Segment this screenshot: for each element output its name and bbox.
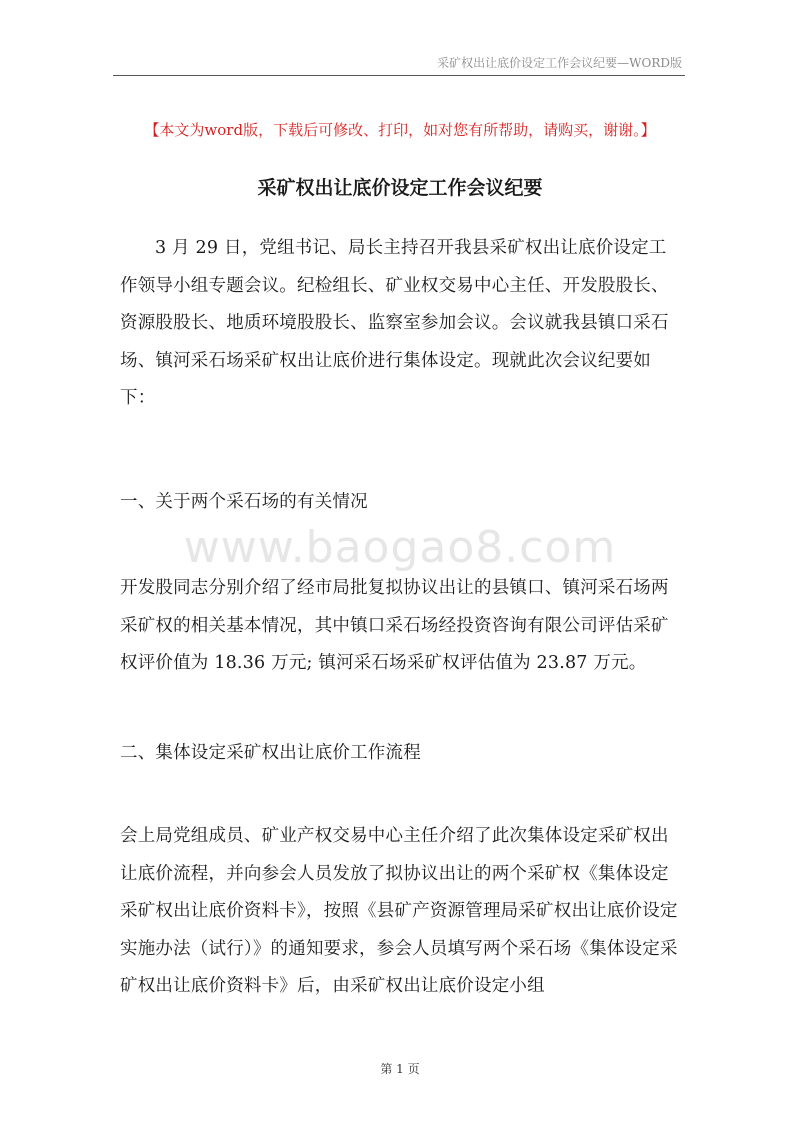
download-notice: 【本文为word版，下载后可修改、打印，如对您有所帮助，请购买，谢谢。】 xyxy=(144,121,656,139)
section-body-1: 开发股同志分别介绍了经市局批复拟协议出让的县镇口、镇河采石场两采矿权的相关基本情况，其中镇口采石场经投资咨询有限公司评估采矿权评价值为 18.36 万元; 镇河采石场采矿权评估值为 23.87 万元。 xyxy=(120,578,669,673)
section-body-2: 会上局党组成员、矿业产权交易中心主任介绍了此次集体设定采矿权出让底价流程，并向参会人员发放了拟协议出让的两个采矿权《集体设定采矿权出让底价资料卡》，按照《县矿产资源管理局采矿权出让底价设定实施办法（试行）》的通知要求，参会人员填写两个采石场《集体设定采矿权出让底价资料卡》后，由采矿权出让底价设定小组 xyxy=(120,826,678,996)
document-title: 采矿权出让底价设定工作会议纪要 xyxy=(257,177,543,199)
running-header: 采矿权出让底价设定工作会议纪要—WORD版 xyxy=(437,56,682,70)
section-heading-2: 二、集体设定采矿权出让底价工作流程 xyxy=(120,743,421,763)
intro-paragraph: 3 月 29 日，党组书记、局长主持召开我县采矿权出让底价设定工作领导小组专题会议。纪检组长、矿业权交易中心主任、开发股股长、资源股股长、地质环境股股长、监察室参加会议。会议就我县镇口采石场、镇河采石场采矿权出让底价进行集体设定。现就此次会议纪要如下： xyxy=(120,238,669,408)
section-heading-1: 一、关于两个采石场的有关情况 xyxy=(120,492,368,512)
header-divider xyxy=(113,75,685,76)
watermark: www.baogao8.com xyxy=(183,522,617,573)
page-number: 第 1 页 xyxy=(380,1062,420,1076)
